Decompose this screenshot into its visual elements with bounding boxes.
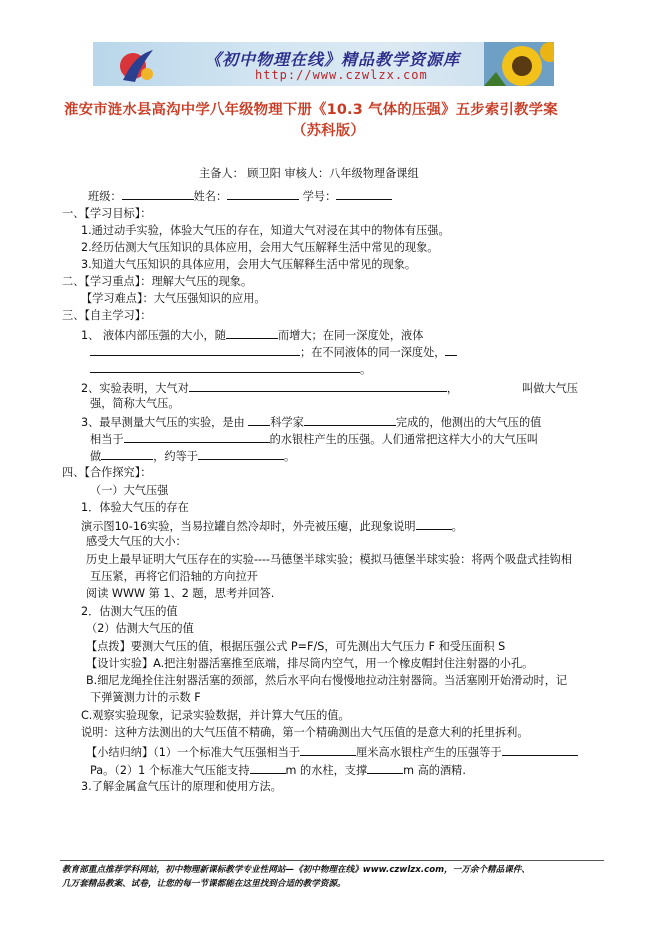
document-title: 淮安市涟水县高沟中学八年级物理下册《10.3 气体的压强》五步索引教学案 — [64, 102, 558, 118]
name-label: 姓名： — [193, 190, 228, 203]
text-line: 下弹簧测力计的示数 F — [90, 691, 201, 704]
question-3-line-1 — [81, 414, 541, 430]
question-text: 。 — [360, 363, 372, 376]
question-text: 2、实验表明，大气对 — [81, 382, 189, 395]
question-text: m 的水柱，支撑 — [285, 764, 368, 777]
name-blank[interactable] — [227, 188, 299, 200]
question-text: 。 — [283, 450, 296, 463]
answer-blank[interactable] — [416, 518, 452, 530]
question-1-line-2 — [90, 344, 457, 360]
question-text: ， — [446, 382, 459, 395]
answer-blank[interactable] — [189, 380, 447, 392]
question-text: ；在不同液体的同一深度处， — [300, 346, 446, 359]
question-text: ，约等于 — [153, 450, 198, 463]
footer-divider — [60, 860, 604, 861]
difficulty-line: 【学习难点】：大气压强知识的应用。 — [81, 292, 266, 305]
goal-1: 1.通过动手实验，体验大气压的存在，知道大气对浸在其中的物体有压强。 — [81, 224, 450, 237]
answer-blank[interactable] — [198, 448, 284, 460]
class-blank[interactable] — [122, 188, 194, 200]
summary-line-2 — [90, 762, 466, 778]
answer-blank[interactable] — [90, 361, 360, 373]
text-line: C.观察实验现象，记录实验数据，并计算大气压的值。 — [81, 709, 350, 722]
section-2-heading: 二、【学习重点】：理解大气压的现象。 — [62, 275, 253, 288]
question-1-line-1 — [81, 327, 423, 343]
question-2-line-1 — [81, 380, 578, 396]
question-text: 【小结归纳】（1）一个标准大气压强相当于 — [86, 746, 301, 759]
answer-blank[interactable] — [367, 762, 403, 774]
header-banner — [93, 42, 554, 86]
student-info-line — [88, 188, 392, 204]
answer-blank[interactable] — [304, 414, 396, 426]
text-line — [81, 518, 463, 534]
text-line: 历史上最早证明大气压存在的实验----马德堡半球实验；模拟马德堡半球实验：将两个吸盘式挂钩相 — [86, 553, 573, 566]
text-line: 【设计实验】A.把注射器活塞推至底端，排尽筒内空气，用一个橡皮帽封住注射器的小孔。 — [86, 657, 534, 670]
id-label: 学号： — [302, 190, 337, 203]
site-logo-icon — [117, 44, 157, 84]
question-text: 科学家 — [270, 416, 304, 429]
sunflower-icon — [484, 42, 554, 86]
text-line: 【点拨】要测大气压的值，根据压强公式 P=F/S，可先测出大气压力 F 和受压面积 S — [86, 640, 506, 653]
question-text: 3、最早测量大气压的实验，是由 — [81, 416, 245, 429]
answer-blank[interactable] — [502, 744, 578, 756]
question-text: 1、 液体内部压强的大小，随 — [81, 329, 226, 342]
text-line: 说明：这种方法测出的大气压值不精确，第一个精确测出大气压值的是意大利的托里拆利。 — [81, 726, 529, 739]
id-blank[interactable] — [336, 188, 392, 200]
question-text: 演示图10-16实验，当易拉罐自然冷却时，外壳被压瘪，此现象说明 — [81, 520, 416, 533]
footer-line-2: 几万套精品教案、试卷，让您的每一节课都能在这里找到合适的教学资源。 — [62, 879, 346, 889]
class-label: 班级： — [88, 190, 122, 203]
answer-blank[interactable] — [300, 744, 356, 756]
answer-blank[interactable] — [124, 431, 270, 443]
subsection-heading: （一）大气压强 — [90, 484, 169, 497]
answer-blank[interactable] — [226, 327, 278, 339]
question-text: 叫做大气压 — [522, 382, 578, 395]
text-line: 互压紧，再将它们沿轴的方向拉开 — [90, 570, 258, 583]
answer-blank[interactable] — [90, 344, 300, 356]
text-line: （2）估测大气压的值 — [86, 622, 194, 635]
question-3-line-2 — [90, 431, 538, 447]
author-line: 主备人： 顾卫阳 审核人：八年级物理备课组 — [199, 167, 419, 180]
question-text: 做 — [90, 450, 102, 463]
text-line: B.细尼龙绳拴住注射器活塞的颈部，然后水平向右慢慢地拉动注射器筒。当活塞刚开始滑动时，记 — [86, 674, 568, 687]
section-1-heading: 一、【学习目标】： — [62, 207, 152, 220]
text-line: 阅读 WWW 第 1、2 题，思考并回答. — [86, 587, 275, 600]
question-text: 而增大；在同一深度处，液体 — [277, 329, 424, 342]
text-line: 1．体验大气压的存在 — [81, 501, 189, 514]
section-3-heading: 三、【自主学习】： — [62, 309, 152, 322]
banner-url[interactable]: http://www.czwlzx.com — [255, 68, 428, 82]
question-2-line-2: 强，简称大气压。 — [90, 397, 180, 410]
goal-2: 2.经历估测大气压知识的具体应用，会用大气压解释生活中常见的现象。 — [81, 241, 439, 254]
question-text: m 高的酒精. — [403, 764, 466, 777]
question-text: 厘米高水银柱产生的压强等于 — [356, 746, 502, 759]
answer-blank[interactable] — [248, 414, 270, 426]
section-4-heading: 四、【合作探究】： — [62, 466, 152, 479]
text-line: 3.了解金属盒气压计的原理和使用方法。 — [81, 780, 282, 793]
answer-blank[interactable] — [101, 448, 153, 460]
banner-title: 《初中物理在线》精品教学资源库 — [205, 50, 461, 69]
question-text: Pa。（2）1 个标准大气压能支持 — [90, 764, 250, 777]
goal-3: 3.知道大气压知识的具体应用，会用大气压解释生活中常见的现象。 — [81, 258, 417, 271]
question-3-line-3 — [90, 448, 295, 464]
question-text: 的水银柱产生的压强。人们通常把这样大小的大气压叫 — [269, 433, 539, 446]
answer-blank[interactable] — [445, 344, 457, 356]
question-text: 相当于 — [90, 433, 124, 446]
document-subtitle: （苏科版） — [292, 123, 365, 139]
text-line: 感受大气压的大小： — [86, 535, 187, 548]
question-text: 。 — [451, 520, 463, 533]
footer-line-1: 教育部重点推荐学科网站，初中物理新课标教学专业性网站—《初中物理在线》www.czwlzx.com，一万余个精品课件、 — [62, 865, 530, 875]
answer-blank[interactable] — [250, 762, 286, 774]
text-line: 2．估测大气压的值 — [81, 605, 178, 618]
question-1-line-3 — [90, 361, 371, 377]
question-text: 完成的，他测出的大气压的值 — [395, 416, 542, 429]
summary-line-1 — [86, 744, 578, 760]
